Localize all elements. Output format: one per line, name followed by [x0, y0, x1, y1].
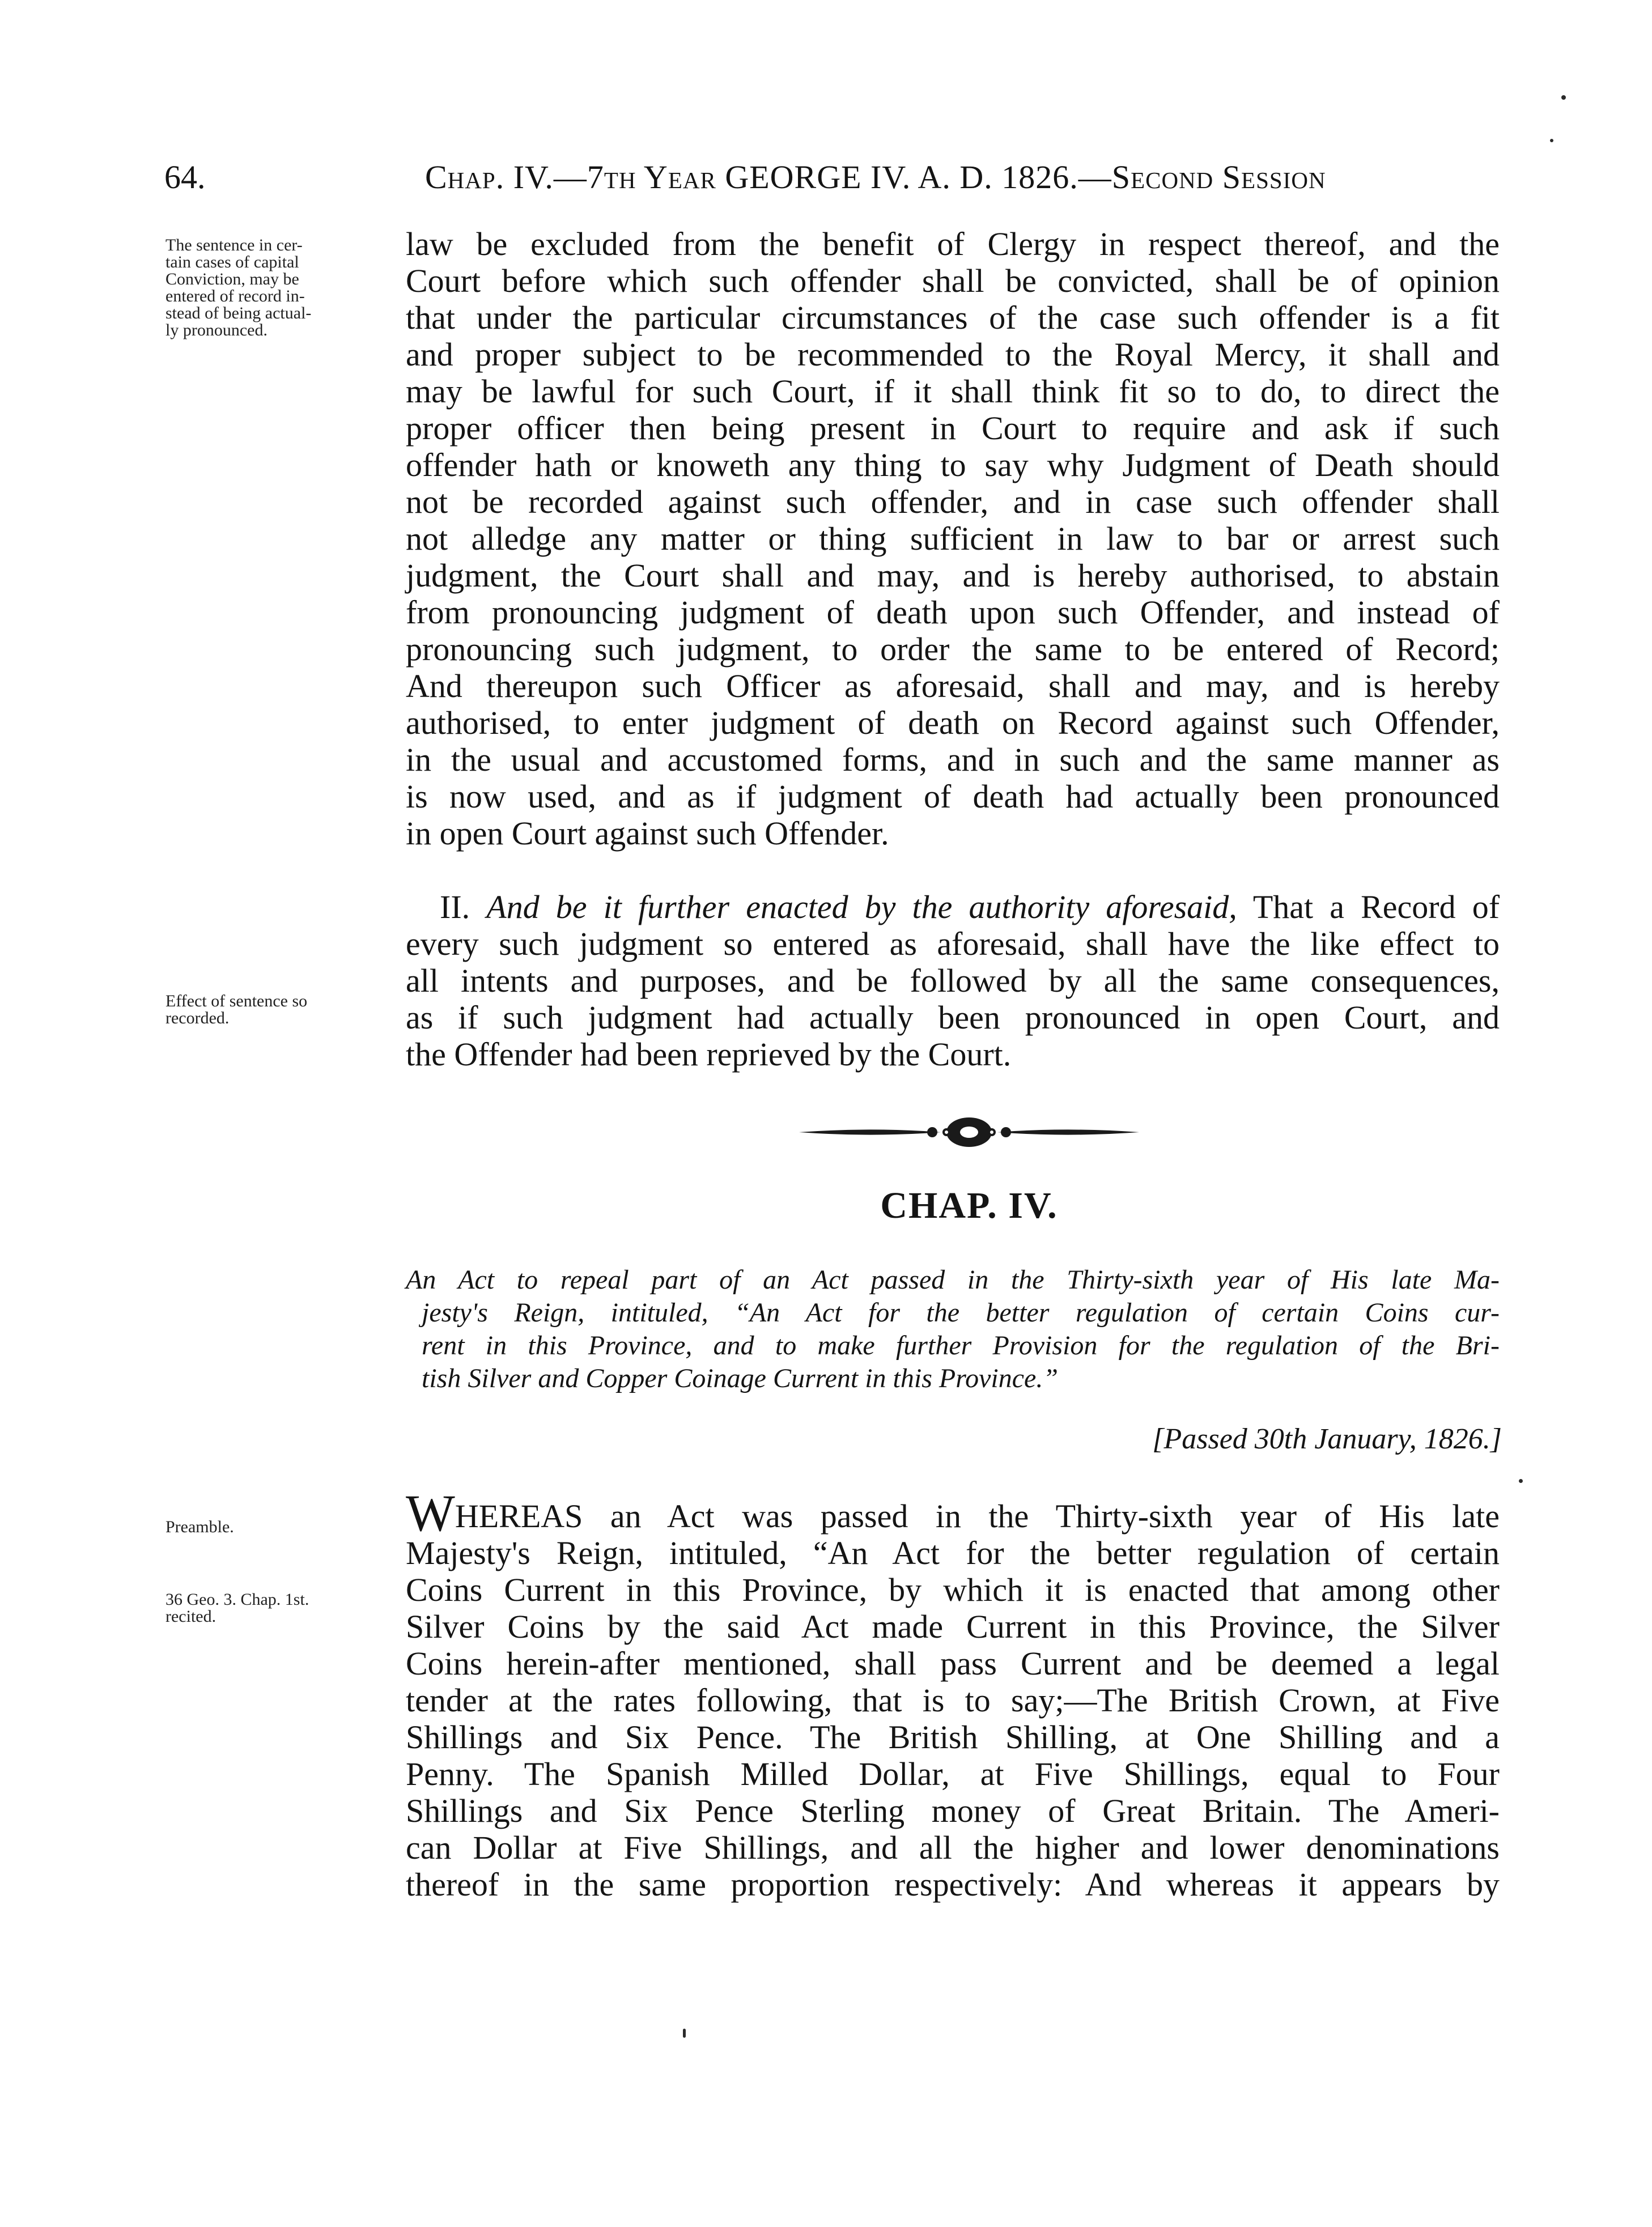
act-title-line: An Act to repeal part of an Act passed in the Thirty-sixth year of His late Ma-	[406, 1265, 1500, 1295]
ink-speck	[1561, 95, 1566, 100]
ink-speck	[1550, 139, 1553, 142]
text-line: authorised, to enter judgment of death on Record against such Offender,	[406, 704, 1500, 741]
text-line: can Dollar at Five Shillings, and all the higher and lower denominations	[406, 1829, 1500, 1866]
passed-date: [Passed 30th January, 1826.]	[1152, 1423, 1502, 1455]
text-line: thereof in the same proportion respectively: And whereas it appears by	[406, 1866, 1500, 1903]
section-2-lead-line	[406, 889, 1500, 925]
text-line: every such judgment so entered as aforesaid, shall have the like effect to	[406, 925, 1500, 962]
lead-rest: That a Record of	[1252, 889, 1500, 925]
text-line: Coins Current in this Province, by which it is enacted that among other	[406, 1571, 1500, 1608]
section-1-text	[406, 226, 1500, 852]
text-line: offender hath or knoweth any thing to say why Judgment of Death should	[406, 447, 1500, 483]
text-line: law be excluded from the benefit of Clergy in respect thereof, and the	[406, 226, 1500, 262]
text-line: proper officer then being present in Court to require and ask if such	[406, 410, 1500, 447]
preamble-first-line	[406, 1484, 1500, 1542]
text-line: in open Court against such Offender.	[406, 815, 889, 852]
margin-note-preamble	[165, 1519, 234, 1536]
enacting-clause: And be it further enacted by the authority aforesaid,	[486, 889, 1237, 925]
margin-note-line: ly pronounced.	[165, 321, 267, 339]
margin-note-line: The sentence in cer-	[165, 236, 303, 254]
act-title-line: jesty's Reign, intituled, “An Act for the better regulation of certain Coins cur-	[422, 1298, 1500, 1328]
text-line: tender at the rates following, that is to say;—The British Crown, at Five	[406, 1682, 1500, 1719]
text-line: Shillings and Six Pence. The British Shilling, at One Shilling and a	[406, 1719, 1500, 1756]
margin-note-line: Preamble.	[165, 1518, 234, 1536]
text-line: that under the particular circumstances of the case such offender is a fit	[406, 299, 1500, 336]
text-line: Majesty's Reign, intituled, “An Act for the better regulation of certain	[406, 1535, 1500, 1571]
margin-note-sentence-recorded	[165, 237, 311, 339]
margin-note-line: tain cases of capital	[165, 253, 299, 271]
running-head: Chap. IV.—7th Year GEORGE IV. A. D. 1826.—Second Session	[425, 159, 1326, 196]
text-line: all intents and purposes, and be followed by all the same consequences,	[406, 962, 1500, 999]
page-header	[153, 152, 1490, 203]
ink-speck	[683, 2029, 686, 2038]
text-line: judgment, the Court shall and may, and is hereby authorised, to abstain	[406, 557, 1500, 594]
margin-note-line: entered of record in-	[165, 287, 305, 305]
margin-note-line: Effect of sentence so	[165, 992, 308, 1010]
text-line: Silver Coins by the said Act made Current in this Province, the Silver	[406, 1608, 1500, 1645]
margin-note-statute-recited	[165, 1591, 309, 1625]
text-line: And thereupon such Officer as aforesaid, shall and may, and is hereby	[406, 668, 1500, 704]
act-title	[406, 1264, 1500, 1395]
section-2-text	[406, 889, 1500, 1073]
margin-note-effect-of-sentence	[165, 993, 307, 1027]
text-line: Court before which such offender shall be convicted, shall be of opinion	[406, 262, 1500, 299]
drop-cap: W	[406, 1484, 455, 1542]
text-line: Shillings and Six Pence Sterling money of Great Britain. The Ameri-	[406, 1792, 1500, 1829]
page-number: 64.	[164, 159, 206, 196]
text-line: as if such judgment had actually been pronounced in open Court, and	[406, 999, 1500, 1036]
margin-note-line: recorded.	[165, 1009, 230, 1027]
text-line: not be recorded against such offender, and in case such offender shall	[406, 483, 1500, 520]
section-number: II.	[440, 889, 470, 925]
ornament-divider	[793, 1115, 1145, 1149]
preamble-text	[406, 1484, 1500, 1903]
margin-note-line: Conviction, may be	[165, 270, 299, 288]
chapter-heading: CHAP. IV.	[880, 1185, 1058, 1226]
margin-note-line: 36 Geo. 3. Chap. 1st.	[165, 1590, 309, 1609]
text-line: may be lawful for such Court, if it shall think fit so to do, to direct the	[406, 373, 1500, 410]
text-line: Penny. The Spanish Milled Dollar, at Five Shillings, equal to Four	[406, 1756, 1500, 1792]
text-line: and proper subject to be recommended to the Royal Mercy, it shall and	[406, 336, 1500, 373]
margin-note-line: stead of being actual-	[165, 304, 312, 322]
text-line: is now used, and as if judgment of death had actually been pronounced	[406, 778, 1500, 815]
text-line: the Offender had been reprieved by the Court.	[406, 1036, 1012, 1073]
first-line-rest: HEREAS an Act was passed in the Thirty-sixth year of His late	[455, 1498, 1500, 1535]
ink-speck	[1519, 1479, 1523, 1483]
margin-note-line: recited.	[165, 1607, 216, 1626]
text-line: from pronouncing judgment of death upon such Offender, and instead of	[406, 594, 1500, 631]
text-line: Coins herein-after mentioned, shall pass Current and be deemed a legal	[406, 1645, 1500, 1682]
text-line: pronouncing such judgment, to order the same to be entered of Record;	[406, 631, 1500, 668]
text-line: in the usual and accustomed forms, and in such and the same manner as	[406, 741, 1500, 778]
text-line: not alledge any matter or thing sufficient in law to bar or arrest such	[406, 520, 1500, 557]
act-title-line: rent in this Province, and to make further Provision for the regulation of the Bri-	[422, 1331, 1500, 1361]
act-title-line: tish Silver and Copper Coinage Current in this Province.”	[422, 1363, 1059, 1393]
